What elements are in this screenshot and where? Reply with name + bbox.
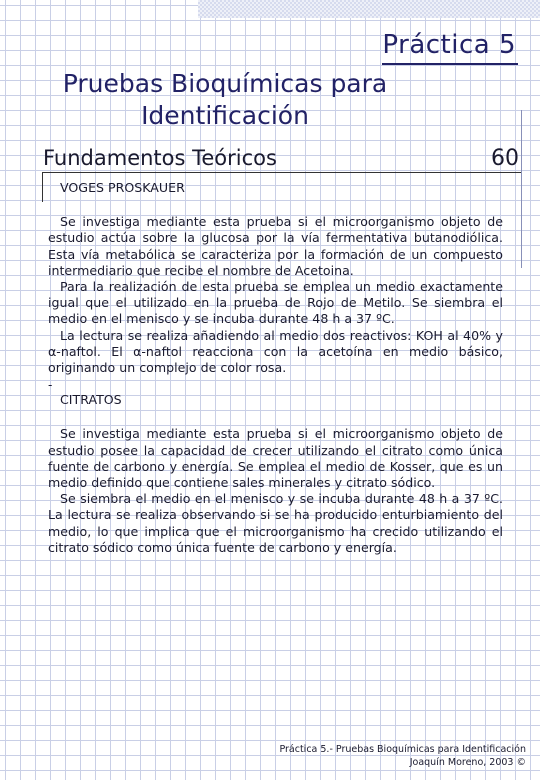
dash-mark: - bbox=[48, 378, 53, 393]
practice-label: Práctica 5 bbox=[382, 30, 516, 60]
section-title: Fundamentos Teóricos bbox=[43, 146, 277, 170]
citratos-heading: CITRATOS bbox=[60, 392, 122, 408]
left-rule bbox=[42, 172, 43, 202]
voges-paragraph-1: Se investiga mediante esta prueba si el microorganismo objeto de estudio actúa sobre la glucosa por la vía fermentativa butanodiólica. Esta vía metabólica se caracteriza por la formación de un compuesto intermediario que recibe el nombre de Acetoina. bbox=[48, 214, 503, 278]
page-number: 60 bbox=[491, 146, 519, 171]
voges-paragraph-2: Para la realización de esta prueba se emplea un medio exactamente igual que el utilizado en la prueba de Rojo de Metilo. Se siembra el medio en el menisco y se incuba durante 48 h a 37 ºC. bbox=[48, 279, 503, 327]
citratos-paragraph-2: Se siembra el medio en el menisco y se incuba durante 48 h a 37 ºC. La lectura se realiza observando si se ha producido enturbiamiento del medio, lo que implica que el microorganismo ha crecido utilizando el citrato sódico como única fuente de carbono y energía. bbox=[48, 491, 503, 555]
citratos-paragraph-1: Se investiga mediante esta prueba si el microorganismo objeto de estudio posee la capacidad de crecer utilizando el citrato como única fuente de carbono y energía. Se emplea el medio de Kosser, que es un medio definido que contiene sales minerales y citrato sódico. bbox=[48, 426, 503, 491]
corner-pattern bbox=[198, 0, 540, 18]
footer bbox=[279, 743, 526, 769]
section-divider bbox=[43, 172, 521, 173]
practice-underline bbox=[382, 63, 518, 65]
voges-heading: VOGES PROSKAUER bbox=[60, 180, 185, 195]
footer-line-2: Joaquín Moreno, 2003 © bbox=[409, 757, 526, 768]
footer-line-1: Práctica 5.- Pruebas Bioquímicas para Identificación bbox=[279, 744, 526, 755]
right-margin-rule bbox=[521, 110, 522, 268]
page-title: Pruebas Bioquímicas para Identificación bbox=[62, 69, 388, 130]
voges-paragraph-3: La lectura se realiza añadiendo al medio dos reactivos: KOH al 40% y α-naftol. El α-naftol reacciona con la acetoína en medio básico, originando un complejo de color rosa. bbox=[48, 327, 503, 376]
document-body bbox=[48, 180, 503, 556]
